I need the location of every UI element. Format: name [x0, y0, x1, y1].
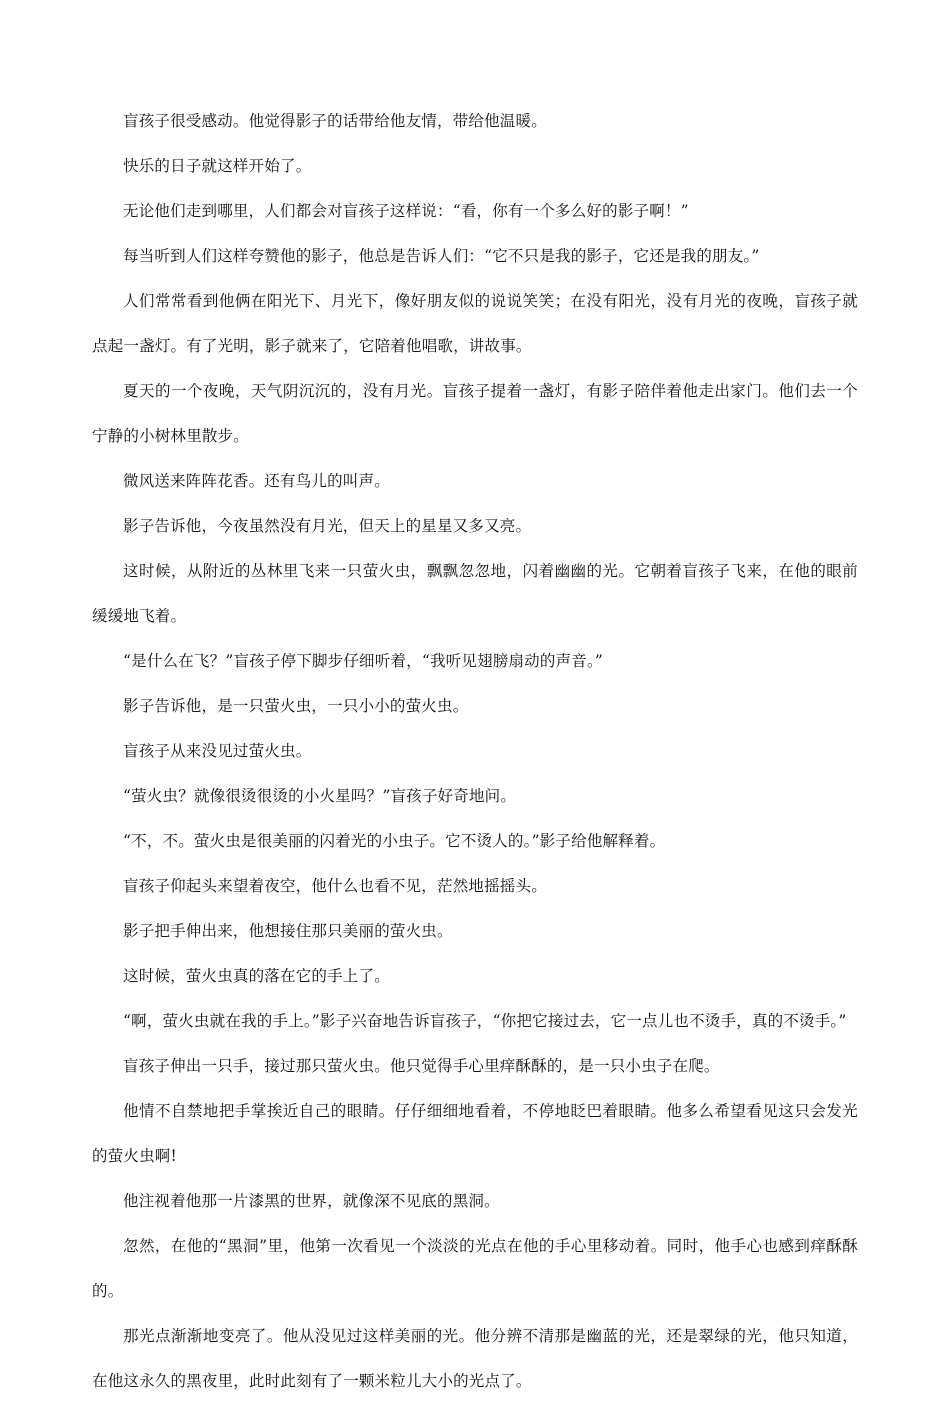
- paragraph-19: 盲孩子伸出一只手，接过那只萤火虫。他只觉得手心里痒酥酥的，是一只小虫子在爬。: [123, 1057, 720, 1075]
- paragraph-15: 盲孩子仰起头来望着夜空，他什么也看不见，茫然地摇摇头。: [123, 877, 547, 895]
- paragraph-4: 每当听到人们这样夸赞他的影子，他总是告诉人们：“它不只是我的影子，它还是我的朋友。”: [123, 247, 760, 265]
- paragraph-2: 快乐的日子就这样开始了。: [123, 157, 312, 175]
- paragraph-5: 人们常常看到他俩在阳光下、月光下，像好朋友似的说说笑笑；在没有阳光，没有月光的夜晚，盲孩子就点起一盏灯。有了光明，影子就来了，它陪着他唱歌，讲故事。: [92, 292, 858, 355]
- paragraph-18: “啊，萤火虫就在我的手上。”影子兴奋地告诉盲孩子，“你把它接过去，它一点儿也不烫手，真的不烫手。”: [123, 1012, 847, 1030]
- paragraph-14: “不，不。萤火虫是很美丽的闪着光的小虫子。它不烫人的。”影子给他解释着。: [123, 832, 666, 850]
- paragraph-11: 影子告诉他，是一只萤火虫，一只小小的萤火虫。: [123, 697, 469, 715]
- paragraph-6: 夏天的一个夜晚，天气阴沉沉的，没有月光。盲孩子提着一盏灯，有影子陪伴着他走出家门。他们去一个宁静的小树林里散步。: [92, 382, 858, 445]
- paragraph-8: 影子告诉他，今夜虽然没有月光，但天上的星星又多又亮。: [123, 517, 532, 535]
- paragraph-17: 这时候，萤火虫真的落在它的手上了。: [123, 967, 390, 985]
- paragraph-22: 忽然，在他的“黑洞”里，他第一次看见一个淡淡的光点在他的手心里移动着。同时，他手心也感到痒酥酥的。: [92, 1237, 858, 1300]
- paragraph-16: 影子把手伸出来，他想接住那只美丽的萤火虫。: [123, 922, 453, 940]
- paragraph-13: “萤火虫？就像很烫很烫的小火星吗？”盲孩子好奇地问。: [123, 787, 517, 805]
- paragraph-7: 微风送来阵阵花香。还有鸟儿的叫声。: [123, 472, 390, 490]
- paragraph-10: “是什么在飞？”盲孩子停下脚步仔细听着，“我听见翅膀扇动的声音。”: [123, 652, 604, 670]
- paragraph-23: 那光点渐渐地变亮了。他从没见过这样美丽的光。他分辨不清那是幽蓝的光，还是翠绿的光，他只知道，在他这永久的黑夜里，此时此刻有了一颗米粒儿大小的光点了。: [92, 1327, 858, 1390]
- paragraph-20: 他情不自禁地把手掌挨近自己的眼睛。仔仔细细地看着，不停地眨巴着眼睛。他多么希望看见这只会发光的萤火虫啊!: [92, 1102, 858, 1165]
- paragraph-1: 盲孩子很受感动。他觉得影子的话带给他友情，带给他温暖。: [123, 112, 547, 130]
- paragraph-12: 盲孩子从来没见过萤火虫。: [123, 742, 312, 760]
- paragraph-3: 无论他们走到哪里，人们都会对盲孩子这样说：“看，你有一个多么好的影子啊！”: [123, 202, 689, 220]
- paragraph-9: 这时候，从附近的丛林里飞来一只萤火虫，飘飘忽忽地，闪着幽幽的光。它朝着盲孩子飞来，在他的眼前缓缓地飞着。: [92, 562, 858, 625]
- paragraph-21: 他注视着他那一片漆黑的世界，就像深不见底的黑洞。: [123, 1192, 500, 1210]
